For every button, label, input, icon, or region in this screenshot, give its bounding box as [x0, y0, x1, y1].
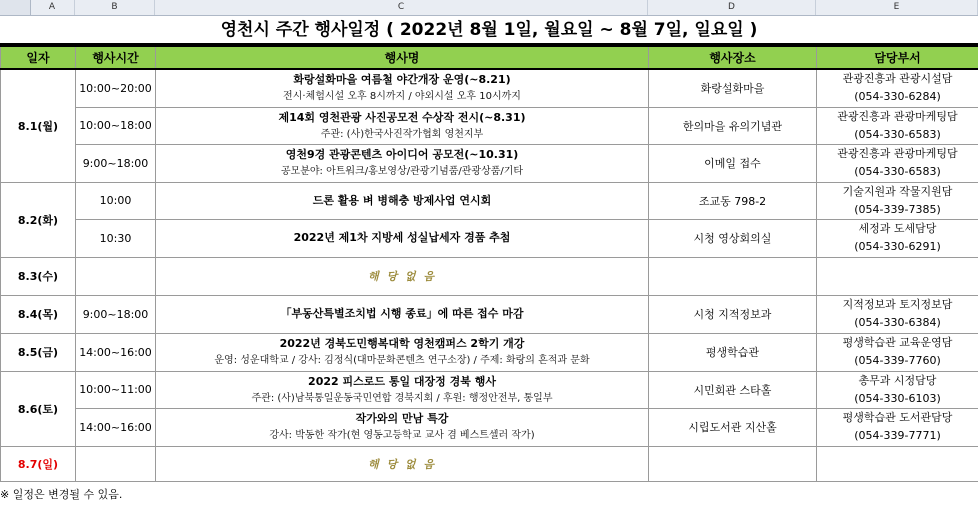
dept-cell[interactable] — [817, 144, 978, 182]
event-cell[interactable] — [156, 182, 649, 219]
dept-phone: (054-330-6291) — [854, 240, 941, 253]
event-name: 드론 활용 벼 병해충 방제사업 연시회 — [312, 193, 492, 207]
schedule-table — [0, 45, 978, 482]
time-cell[interactable]: 10:00 — [76, 182, 156, 219]
event-cell[interactable] — [156, 69, 649, 107]
dept-cell[interactable] — [817, 219, 978, 257]
event-cell[interactable] — [156, 408, 649, 446]
time-cell[interactable] — [76, 446, 156, 481]
no-event-cell[interactable]: 해 당 없 음 — [156, 257, 649, 295]
event-cell[interactable] — [156, 371, 649, 408]
event-detail: 운영: 성운대학교 / 강사: 김정식(대마문화콘텐츠 연구소장) / 주제: 화랑의 흔적과 문화 — [214, 355, 590, 366]
dept-cell[interactable] — [817, 295, 978, 333]
header-dept[interactable]: 담당부서 — [817, 46, 978, 69]
dept-cell[interactable] — [817, 446, 978, 481]
header-event[interactable]: 행사명 — [156, 46, 649, 69]
header-row — [1, 46, 978, 69]
date-cell[interactable]: 8.4(목) — [1, 295, 76, 333]
dept-name: 관광진흥과 관광마케팅담 — [837, 109, 958, 123]
time-cell[interactable]: 9:00~18:00 — [76, 144, 156, 182]
dept-phone: (054-330-6384) — [854, 316, 941, 329]
place-cell[interactable]: 이메일 접수 — [649, 144, 817, 182]
table-row — [1, 257, 978, 295]
dept-phone: (054-330-6583) — [854, 165, 941, 178]
place-cell[interactable] — [649, 257, 817, 295]
dept-cell[interactable] — [817, 107, 978, 144]
dept-cell[interactable] — [817, 408, 978, 446]
dept-phone: (054-330-6103) — [854, 391, 941, 405]
date-cell[interactable]: 8.7(일) — [1, 446, 76, 481]
column-header-e[interactable]: E — [816, 0, 978, 15]
date-cell[interactable]: 8.5(금) — [1, 333, 76, 371]
header-time[interactable]: 행사시간 — [76, 46, 156, 69]
place-cell[interactable]: 조교동 798-2 — [649, 182, 817, 219]
table-row — [1, 333, 978, 371]
page-title: 영천시 주간 행사일정 ( 2022년 8월 1일, 월요일 ~ 8월 7일, 일요일 ) — [0, 16, 978, 45]
place-cell[interactable]: 평생학습관 — [649, 333, 817, 371]
event-name: 「부동산특별조치법 시행 종료」에 따른 접수 마감 — [280, 307, 524, 320]
dept-phone: (054-339-7385) — [854, 202, 941, 216]
place-cell[interactable] — [649, 446, 817, 481]
column-header-c[interactable]: C — [155, 0, 648, 15]
time-cell[interactable]: 14:00~16:00 — [76, 408, 156, 446]
dept-name: 지적정보과 토지정보담 — [842, 298, 953, 311]
table-row — [1, 69, 978, 107]
event-detail: 공모분야: 아트워크/홍보영상/관광기념품/관광상품/기타 — [280, 166, 524, 177]
time-cell[interactable]: 10:00~11:00 — [76, 371, 156, 408]
dept-cell[interactable] — [817, 182, 978, 219]
place-cell[interactable]: 한의마을 유의기념관 — [649, 107, 817, 144]
dept-name: 세정과 도세담당 — [858, 222, 937, 235]
table-row — [1, 446, 978, 481]
event-cell[interactable] — [156, 333, 649, 371]
footnote: ※ 일정은 변경될 수 있음. — [0, 488, 123, 501]
header-date[interactable]: 일자 — [1, 46, 76, 69]
dept-name: 평생학습관 교육운영담 — [842, 336, 953, 349]
event-name: 2022 피스로드 통일 대장정 경북 행사 — [308, 374, 496, 388]
date-cell[interactable]: 8.1(월) — [1, 69, 76, 182]
event-name: 2022년 경북도민행복대학 영천캠퍼스 2학기 개강 — [279, 337, 525, 350]
time-cell[interactable]: 10:00~18:00 — [76, 107, 156, 144]
time-cell[interactable]: 14:00~16:00 — [76, 333, 156, 371]
event-cell[interactable] — [156, 144, 649, 182]
event-cell[interactable] — [156, 295, 649, 333]
dept-name: 총무과 시정담당 — [858, 373, 937, 387]
place-cell[interactable]: 시립도서관 지산홀 — [649, 408, 817, 446]
column-header-b[interactable]: B — [75, 0, 155, 15]
time-cell[interactable]: 9:00~18:00 — [76, 295, 156, 333]
table-row — [1, 371, 978, 408]
event-name: 영천9경 관광콘텐츠 아이디어 공모전(~10.31) — [285, 148, 519, 161]
dept-name: 기술지원과 작물지원담 — [842, 184, 953, 198]
dept-name: 평생학습관 도서관담당 — [842, 411, 953, 424]
column-header-d[interactable]: D — [648, 0, 816, 15]
dept-cell[interactable] — [817, 257, 978, 295]
select-all-corner[interactable] — [0, 0, 31, 15]
date-cell[interactable]: 8.2(화) — [1, 182, 76, 257]
place-cell[interactable]: 시민회관 스타홀 — [649, 371, 817, 408]
dept-cell[interactable] — [817, 69, 978, 107]
time-cell[interactable] — [76, 257, 156, 295]
date-cell[interactable]: 8.6(토) — [1, 371, 76, 446]
time-cell[interactable]: 10:00~20:00 — [76, 69, 156, 107]
dept-name: 관광진흥과 관광시설담 — [842, 72, 953, 86]
event-detail: 주관: (사)한국사진작가협회 영천지부 — [320, 128, 484, 140]
date-cell[interactable]: 8.3(수) — [1, 257, 76, 295]
header-place[interactable]: 행사장소 — [649, 46, 817, 69]
table-row — [1, 107, 978, 144]
dept-name: 관광진흥과 관광마케팅담 — [837, 147, 958, 160]
event-detail: 주관: (사)남북통일운동국민연합 경북지회 / 후원: 행정안전부, 통일부 — [251, 392, 553, 404]
table-row — [1, 295, 978, 333]
table-row — [1, 408, 978, 446]
time-cell[interactable]: 10:30 — [76, 219, 156, 257]
event-name: 화랑설화마을 여름철 야간개장 운영(~8.21) — [293, 73, 511, 87]
column-header-bar — [0, 0, 978, 16]
event-cell[interactable] — [156, 219, 649, 257]
event-name: 2022년 제1차 지방세 성실납세자 경품 추첨 — [293, 231, 511, 244]
place-cell[interactable]: 화랑설화마을 — [649, 69, 817, 107]
event-detail: 전시·체험시설 오후 8시까지 / 야외시설 오후 10시까지 — [283, 91, 521, 103]
place-cell[interactable]: 시청 지적정보과 — [649, 295, 817, 333]
place-cell[interactable]: 시청 영상회의실 — [649, 219, 817, 257]
event-name: 작가와의 만남 특강 — [355, 412, 449, 425]
event-name: 제14회 영천관광 사진공모전 수상작 전시(~8.31) — [278, 110, 526, 124]
column-header-a[interactable]: A — [30, 0, 75, 15]
no-event-cell[interactable]: 해 당 없 음 — [156, 446, 649, 481]
dept-cell[interactable] — [817, 371, 978, 408]
dept-phone: (054-339-7771) — [854, 429, 941, 442]
table-row — [1, 182, 978, 219]
dept-phone: (054-330-6284) — [854, 90, 941, 104]
dept-cell[interactable] — [817, 333, 978, 371]
dept-phone: (054-330-6583) — [854, 127, 941, 141]
table-row — [1, 219, 978, 257]
table-row — [1, 144, 978, 182]
event-detail: 강사: 박동한 작가(현 영동고등학교 교사 겸 베스트셀러 작가) — [269, 430, 535, 441]
event-cell[interactable] — [156, 107, 649, 144]
dept-phone: (054-339-7760) — [854, 354, 941, 367]
